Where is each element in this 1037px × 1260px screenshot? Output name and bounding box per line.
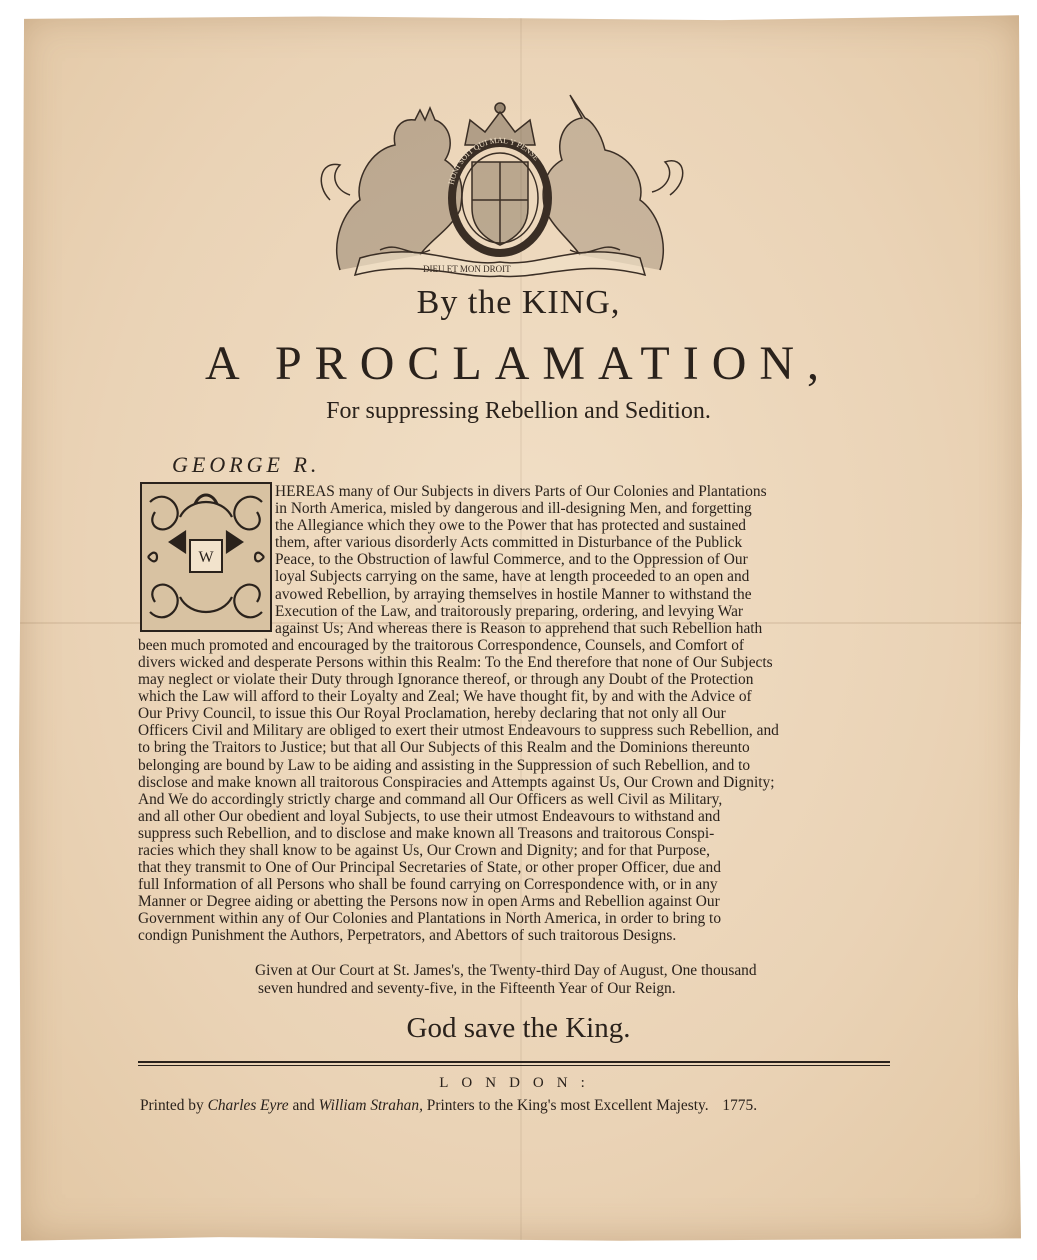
body-line: Our Privy Council, to issue this Our Royal Proclamation, hereby declaring that not only all Our — [138, 705, 726, 723]
royal-coat-of-arms — [300, 90, 700, 280]
unicorn-supporter — [543, 95, 663, 270]
body-line: to bring the Traitors to Justice; but that all Our Subjects of this Realm and the Dominions thereunto — [138, 739, 750, 757]
body-line: been much promoted and encouraged by the traitorous Correspondence, Counsels, and Comfort of — [138, 636, 745, 654]
lion-supporter — [337, 108, 462, 270]
motto-scroll-text-left: DIEU ET MON DROIT — [423, 264, 511, 274]
proclamation-body — [138, 483, 890, 945]
body-line: belonging are bound by Law to be aiding and assisting in the Suppression of such Rebellion, and to — [138, 756, 751, 774]
body-line: them, after various disorderly Acts committed in Disturbance of the Publick — [275, 534, 743, 552]
body-line: against Us; And whereas there is Reason to apprehend that such Rebellion hath — [275, 619, 763, 637]
body-line: full Information of all Persons who shall be found carrying on Correspondence with, or in any — [138, 876, 718, 894]
body-line: Manner or Degree aiding or abetting the Persons now in open Arms and Rebellion against Our — [138, 893, 720, 911]
body-line: Officers Civil and Military are obliged to exert their utmost Endeavours to suppress such Rebellion, and — [138, 722, 779, 740]
imprint-city: LONDON: — [439, 1075, 598, 1091]
divider-rule-thin — [138, 1065, 890, 1066]
body-line: in North America, misled by dangerous and ill-designing Men, and forgetting — [275, 500, 752, 518]
body-line: which the Law will afford to their Loyalty and Zeal; We have thought fit, by and with the Advice of — [138, 688, 752, 706]
divider-rule-thick — [138, 1061, 890, 1063]
imprint-year: 1775. — [722, 1097, 758, 1114]
body-line: racies which they shall know to be against Us, Our Crown and Dignity; and for that Purpose, — [138, 841, 710, 859]
imprint-printer-2: William Strahan, — [318, 1097, 423, 1114]
given-at-court — [255, 962, 757, 998]
royal-salutation: GEORGE R. — [172, 452, 321, 477]
imprint-title: Printers to the King's most Excellent Majesty. — [426, 1097, 709, 1114]
body-line: Government within any of Our Colonies and Plantations in North America, in order to bring to — [138, 910, 722, 928]
imprint-printed-by: Printed by — [140, 1097, 204, 1114]
proclamation-subtitle: For suppressing Rebellion and Sedition. — [326, 398, 711, 424]
imprint-printer-1: Charles Eyre — [207, 1097, 289, 1114]
dropcap-letter: W — [198, 549, 214, 566]
body-line: avowed Rebellion, by arraying themselves in hostile Manner to withstand the — [275, 585, 752, 603]
body-line: Peace, to the Obstruction of lawful Commerce, and to the Oppression of Our — [275, 551, 748, 569]
body-line: And We do accordingly strictly charge and command all Our Officers as well Civil as Military, — [138, 790, 723, 808]
god-save-the-king: God save the King. — [406, 1012, 631, 1044]
body-line: may neglect or violate their Duty through Ignorance thereof, or through any Doubt of the Protection — [138, 671, 754, 689]
given-line: Given at Our Court at St. James's, the Twenty-third Day of August, One thousand — [255, 962, 757, 979]
imprint-and: and — [292, 1097, 315, 1114]
body-line: divers wicked and desperate Persons within this Realm: To the End therefore that none of Our Subjects — [138, 653, 773, 671]
body-line: HEREAS many of Our Subjects in divers Parts of Our Colonies and Plantations — [275, 483, 767, 500]
body-line: and all other Our obedient and loyal Subjects, to use their utmost Endeavours to withstand and — [138, 807, 721, 825]
printer-imprint — [140, 1097, 757, 1115]
body-line: condign Punishment the Authors, Perpetrators, and Abettors of such traitorous Designs. — [138, 927, 677, 945]
given-line: seven hundred and seventy-five, in the Fifteenth Year of Our Reign. — [258, 980, 676, 997]
proclamation-title: A PROCLAMATION, — [204, 337, 833, 390]
body-line: the Allegiance which they owe to the Power that has protected and sustained — [275, 517, 746, 535]
body-line: Execution of the Law, and traitorously preparing, ordering, and levying War — [275, 602, 744, 620]
body-line: that they transmit to One of Our Principal Secretaries of State, or other proper Officer, due and — [138, 859, 721, 877]
body-line: disclose and make known all traitorous Conspiracies and Attempts against Us, Our Crown and Dignity; — [138, 773, 775, 791]
body-line: suppress such Rebellion, and to disclose and make known all Treasons and traitorous Conspi- — [138, 824, 715, 842]
body-line: loyal Subjects carrying on the same, have at length proceeded to an open and — [275, 568, 750, 586]
by-the-king-heading: By the KING, — [416, 284, 621, 321]
garter-motto: HONI SOIT QUI MAL Y PENSE — [446, 135, 541, 186]
